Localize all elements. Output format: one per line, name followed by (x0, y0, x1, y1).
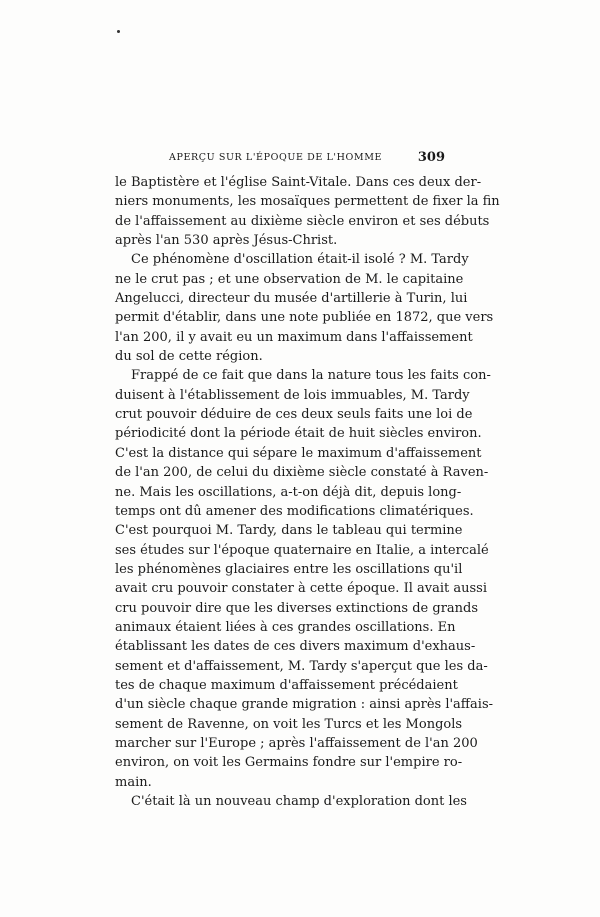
paragraph-2 (115, 250, 494, 366)
text-line: les phénomènes glaciaires entre les oscillations qu'il (115, 561, 463, 577)
text-line: C'est la distance qui sépare le maximum d'affaissement (115, 445, 482, 461)
text-line: environ, on voit les Germains fondre sur l'empire ro- (115, 755, 463, 771)
text-line: sement et d'affaissement, M. Tardy s'aperçut que les da- (115, 658, 488, 674)
running-title: APERÇU SUR L'ÉPOQUE DE L'HOMME (169, 152, 383, 163)
text-line: Ce phénomène d'oscillation était-il isolé ? M. Tardy (131, 252, 469, 268)
text-line: animaux étaient liées à ces grandes oscillations. En (115, 619, 456, 635)
text-line: périodicité dont la période était de huit siècles environ. (115, 426, 482, 442)
text-line: l'an 200, il y avait eu un maximum dans l'affaissement (115, 329, 473, 345)
text-line: établissant les dates de ces divers maximum d'exhaus- (115, 639, 476, 655)
paragraph-4 (115, 792, 467, 811)
text-line: C'est pourquoi M. Tardy, dans le tableau qui termine (115, 523, 463, 539)
running-header (115, 150, 445, 168)
text-line: ne. Mais les oscillations, a-t-on déjà dit, depuis long- (115, 484, 462, 500)
page-number: 309 (417, 150, 445, 165)
text-line: du sol de cette région. (115, 349, 263, 365)
text-line: cru pouvoir dire que les diverses extinctions de grands (115, 600, 479, 616)
text-line: de l'an 200, de celui du dixième siècle constaté à Raven- (115, 465, 489, 481)
text-line: marcher sur l'Europe ; après l'affaissement de l'an 200 (115, 735, 478, 751)
text-line: ne le crut pas ; et une observation de M. le capitaine (115, 271, 464, 287)
text-line: tes de chaque maximum d'affaissement précédaient (115, 677, 458, 693)
text-line: temps ont dû amener des modifications climatériques. (115, 503, 474, 519)
text-line: avait cru pouvoir constater à cette époque. Il avait aussi (115, 581, 487, 597)
text-line: d'un siècle chaque grande migration : ainsi après l'affais- (115, 697, 494, 713)
text-line: après l'an 530 après Jésus-Christ. (115, 233, 338, 249)
text-line: ses études sur l'époque quaternaire en Italie, a intercalé (115, 542, 489, 558)
ink-speck (117, 30, 120, 33)
text-line: duisent à l'établissement de lois immuables, M. Tardy (115, 387, 470, 403)
body-text (115, 173, 500, 811)
text-line: main. (115, 774, 152, 790)
paragraph-1 (115, 173, 500, 250)
text-line: C'était là un nouveau champ d'exploration dont les (131, 794, 467, 809)
text-line: le Baptistère et l'église Saint-Vitale. Dans ces deux der- (115, 175, 482, 190)
text-line: sement de Ravenne, on voit les Turcs et les Mongols (115, 716, 463, 732)
text-line: Frappé de ce fait que dans la nature tous les faits con- (131, 368, 491, 384)
text-line: crut pouvoir déduire de ces deux seuls faits une loi de (115, 407, 473, 423)
text-line: niers monuments, les mosaïques permettent de fixer la fin (115, 194, 500, 210)
text-line: Angelucci, directeur du musée d'artillerie à Turin, lui (115, 291, 468, 307)
paragraph-3 (115, 366, 494, 792)
text-line: de l'affaissement au dixième siècle environ et ses débuts (115, 213, 490, 229)
text-line: permit d'établir, dans une note publiée en 1872, que vers (115, 310, 494, 326)
